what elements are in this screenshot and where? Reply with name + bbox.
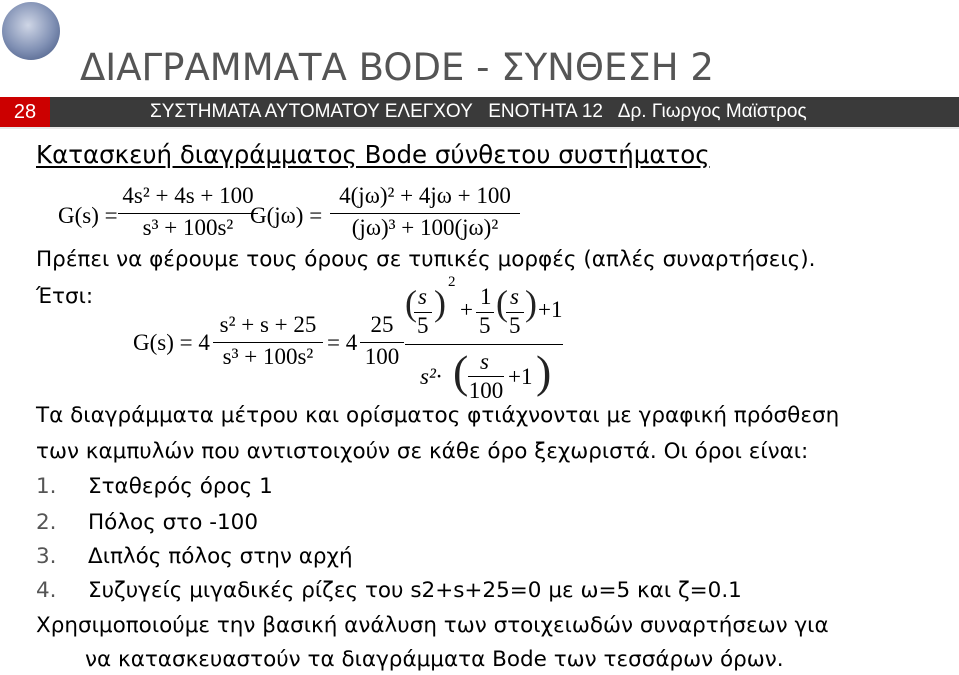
equation-gs-lhs: G(s) = bbox=[58, 203, 118, 228]
equation-gs-fraction-line bbox=[118, 213, 258, 214]
coefficient-numerator: 25 bbox=[370, 312, 394, 337]
num-plus-one: +1 bbox=[538, 297, 563, 322]
coefficient-fraction-line bbox=[360, 342, 404, 343]
num-plus: + bbox=[460, 297, 473, 322]
num-s2-bottom: 5 bbox=[509, 313, 521, 338]
exponent-two: 2 bbox=[448, 274, 456, 290]
list-item-number: 1. bbox=[36, 474, 57, 499]
list-item-number: 4. bbox=[36, 578, 57, 603]
list-item-text: Σταθερός όρος 1 bbox=[88, 474, 273, 499]
right-paren-a: ) bbox=[434, 283, 446, 323]
equation-factored-denominator: s³ + 100s² bbox=[222, 344, 314, 369]
num-s-top: s bbox=[418, 284, 427, 309]
den-s-squared: s²· bbox=[420, 364, 442, 389]
paragraph-basic-analysis-line1: Χρησιμοποιούμε την βασική ανάλυση των στοιχειωδών συναρτήσεων για bbox=[36, 613, 829, 638]
paragraph-standard-forms: Πρέπει να φέρουμε τους όρους σε τυπικές μορφές (απλές συναρτήσεις). bbox=[36, 247, 816, 272]
num-s-bottom: 5 bbox=[417, 313, 429, 338]
list-item-text: Συζυγείς μιγαδικές ρίζες του s2+s+25=0 με ω=5 και ζ=0.1 bbox=[88, 578, 742, 603]
den-plus-one: +1 bbox=[508, 364, 533, 389]
paragraph-basic-analysis-line2: να κατασκευαστούν τα διαγράμματα Bode των τεσσάρων όρων. bbox=[85, 647, 784, 672]
den-s-bottom: 100 bbox=[468, 378, 504, 403]
equation-factored-mid: = 4 bbox=[327, 330, 358, 355]
den-s-over-100-line bbox=[468, 376, 504, 377]
left-paren-a: ( bbox=[405, 283, 417, 323]
left-paren-b: ( bbox=[496, 283, 508, 323]
num-one-bottom: 5 bbox=[479, 313, 491, 338]
num-s2-top: s bbox=[510, 284, 519, 309]
equation-gs-denominator: s³ + 100s² bbox=[142, 215, 234, 240]
left-paren-c: ( bbox=[453, 346, 469, 397]
den-s-top: s bbox=[480, 349, 489, 374]
coefficient-denominator: 100 bbox=[364, 344, 400, 369]
course-subtitle: ΣΥΣΤΗΜΑΤΑ ΑΥΤΟΜΑΤΟΥ ΕΛΕΓΧΟΥ ΕΝΟΤΗΤΑ 12 Δρ. Γιωργος Μαϊστρος bbox=[150, 101, 807, 122]
equation-gjw-fraction-line bbox=[330, 213, 520, 214]
list-item-number: 3. bbox=[36, 544, 57, 569]
slide-title: ΔΙΑΓΡΑΜΜΑΤΑ BODE - ΣΥΝΘΕΣΗ 2 bbox=[80, 46, 714, 89]
list-item bbox=[36, 510, 258, 535]
list-item-number: 2. bbox=[36, 510, 57, 535]
list-item bbox=[36, 544, 353, 569]
equation-gs-numerator: 4s² + 4s + 100 bbox=[122, 183, 254, 208]
equation-factored-numerator: s² + s + 25 bbox=[219, 312, 317, 337]
section-heading: Κατασκευή διαγράμματος Bode σύνθετου συστήματος bbox=[36, 140, 710, 169]
university-logo bbox=[2, 2, 60, 60]
paragraph-graphical-sum-line1: Τα διαγράμματα μέτρου και ορίσματος φτιάχνονται με γραφική πρόσθεση bbox=[36, 403, 840, 428]
list-item bbox=[36, 474, 273, 499]
paragraph-graphical-sum-line2: των καμπυλών που αντιστοιχούν σε κάθε όρο ξεχωριστά. Οι όροι είναι: bbox=[36, 439, 809, 464]
list-item-text: Πόλος στο -100 bbox=[88, 510, 259, 535]
num-one-top: 1 bbox=[480, 284, 492, 309]
list-item-text: Διπλός πόλος στην αρχή bbox=[88, 544, 353, 569]
equation-factored-lhs: G(s) = 4 bbox=[133, 330, 210, 355]
page-number-badge: 28 bbox=[0, 97, 50, 127]
equation-factored-fraction-line bbox=[213, 342, 323, 343]
right-paren-b: ) bbox=[525, 283, 537, 323]
list-item bbox=[36, 578, 742, 603]
equation-gjw-numerator: 4(jω)² + 4jω + 100 bbox=[339, 183, 511, 208]
equation-gjw-denominator: (jω)³ + 100(jω)² bbox=[351, 215, 499, 240]
equation-gjw-lhs: G(jω) = bbox=[250, 203, 323, 228]
paragraph-thus-label: Έτσι: bbox=[36, 284, 94, 309]
right-paren-c: ) bbox=[536, 346, 552, 397]
